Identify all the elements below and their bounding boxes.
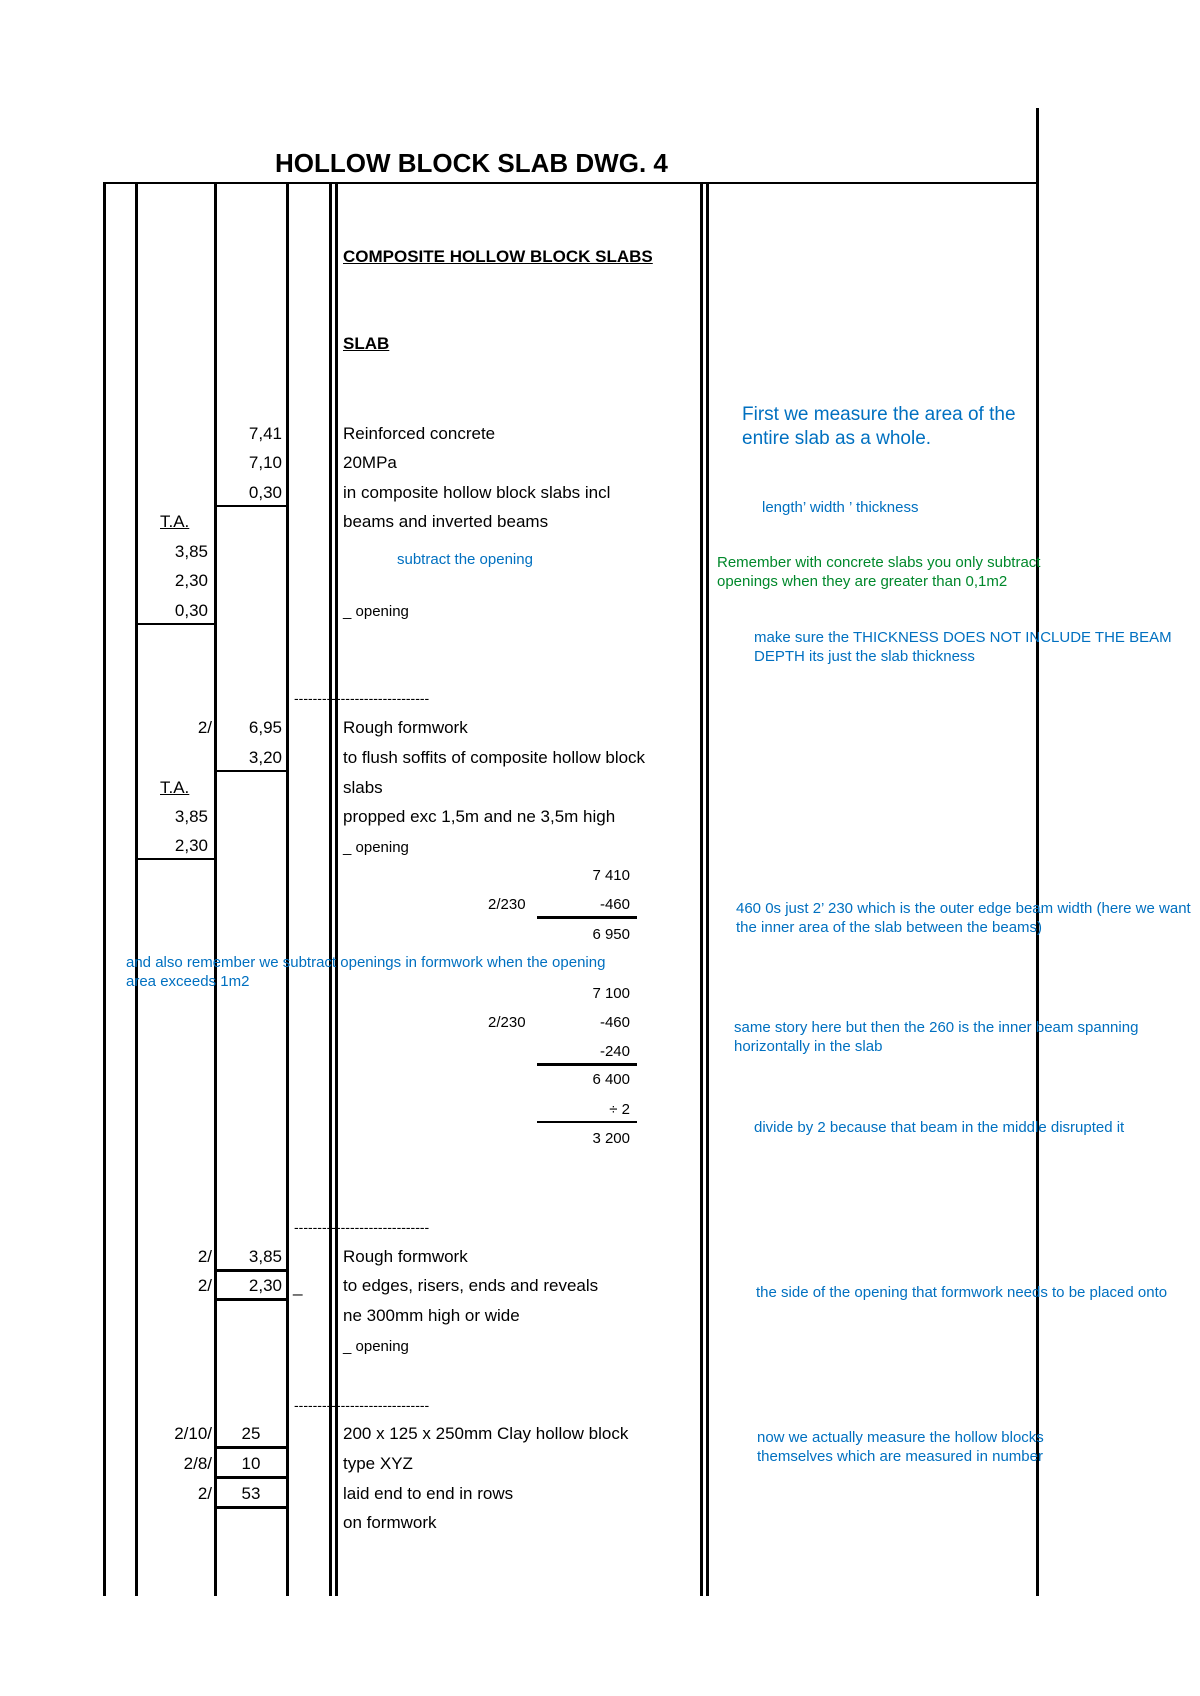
page-title: HOLLOW BLOCK SLAB DWG. 4 — [275, 148, 668, 178]
desc-item2-1: Rough formwork — [343, 718, 468, 737]
timesing-item1-ta: T.A. — [160, 512, 190, 531]
dim-rule — [135, 858, 215, 860]
desc-item3-3: ne 300mm high or wide — [343, 1306, 520, 1325]
dim-rule — [214, 1298, 288, 1301]
timesing-item2-1: 2/ — [197, 718, 212, 737]
annotation-inner-beam: same story here but then the 260 is the inner beam spanning horizontally in the slab — [734, 1019, 1139, 1055]
column-line-desc-2 — [335, 182, 338, 1596]
timesing-item4-1: 2/10/ — [174, 1424, 212, 1443]
dim-item2-2: 3,20 — [248, 748, 282, 767]
column-line-timesing — [135, 182, 138, 1596]
desc-item4-4: on formwork — [343, 1513, 437, 1532]
column-line-notes-2 — [706, 182, 709, 1596]
annotation-length-width: length’ width ’ thickness — [762, 499, 919, 516]
dim-rule — [214, 1446, 288, 1449]
dim-item3-2: 2,30 — [248, 1276, 282, 1295]
dim-item3-1: 3,85 — [248, 1247, 282, 1266]
waste2-c: -240 — [599, 1043, 630, 1060]
timesing-item4-2: 2/8/ — [183, 1454, 212, 1473]
dim-item4-1: 25 — [241, 1424, 261, 1443]
waste-rule — [537, 1063, 637, 1066]
separator-1: ----------------------------- — [294, 690, 430, 706]
desc-item1-3: in composite hollow block slabs incl — [343, 483, 611, 502]
annotation-divide: divide by 2 because that beam in the middle disrupted it — [754, 1119, 1125, 1136]
timesing-item3-2: 2/ — [197, 1276, 212, 1295]
annotation-formwork-openings: and also remember we subtract openings in formwork when the opening area exceeds 1m2 — [126, 954, 606, 990]
dim-item1-3: 0,30 — [248, 483, 282, 502]
desc-item1-2: 20MPa — [343, 453, 397, 472]
annotation-openings-rule: Remember with concrete slabs you only subtract openings when they are greater than 0,1m2 — [717, 554, 1041, 590]
dim-rule — [214, 1506, 288, 1509]
deduct-item3: _ opening — [343, 1338, 409, 1355]
column-line-notes-1 — [700, 182, 703, 1596]
timesing-item4-3: 2/ — [197, 1484, 212, 1503]
timesing-item2-ta: T.A. — [160, 778, 190, 797]
desc-item2-3: slabs — [343, 778, 383, 797]
deduct-item2: _ opening — [343, 839, 409, 856]
mark-item3: _ — [293, 1277, 303, 1296]
annotation-opening-side: the side of the opening that formwork needs to be placed onto — [756, 1284, 1168, 1301]
desc-item1-4: beams and inverted beams — [343, 512, 549, 531]
section-heading: COMPOSITE HOLLOW BLOCK SLABS — [343, 247, 653, 266]
annotation-thickness: make sure the THICKNESS DOES NOT INCLUDE THE BEAM DEPTH its just the slab thickness — [754, 629, 1172, 665]
desc-item4-1: 200 x 125 x 250mm Clay hollow block — [343, 1424, 629, 1443]
waste-rule — [537, 916, 637, 919]
column-line-squaring — [286, 182, 289, 1596]
timesing-item3-1: 2/ — [197, 1247, 212, 1266]
section-subheading: SLAB — [343, 334, 390, 353]
annotation-hollow-blocks: now we actually measure the hollow blocks themselves which are measured in number — [757, 1429, 1044, 1465]
waste1-result: 6 950 — [592, 926, 630, 943]
column-line-desc-1 — [329, 182, 332, 1596]
dim-item1-1: 7,41 — [248, 424, 282, 443]
dim-rule — [135, 623, 215, 625]
column-line-outer-left — [103, 182, 106, 1596]
waste1-b: -460 — [599, 896, 630, 913]
waste1-a: 7 410 — [592, 867, 630, 884]
separator-3: ----------------------------- — [294, 1397, 430, 1413]
title-rule — [103, 182, 1039, 184]
waste1-label: 2/230 — [488, 896, 526, 913]
column-line-dimension — [214, 182, 217, 1596]
dim-item2-4: 3,85 — [174, 807, 208, 826]
waste2-div: ÷ 2 — [609, 1101, 630, 1118]
dim-item2-1: 6,95 — [248, 718, 282, 737]
desc-item2-4: propped exc 1,5m and ne 3,5m high — [343, 807, 616, 826]
dim-rule — [214, 505, 288, 507]
dim-rule — [214, 770, 288, 772]
desc-item1-1: Reinforced concrete — [343, 424, 496, 443]
waste2-a: 7 100 — [592, 985, 630, 1002]
dim-rule — [214, 1269, 288, 1272]
dim-item1-7: 0,30 — [174, 601, 208, 620]
dim-item1-6: 2,30 — [174, 571, 208, 590]
waste2-label: 2/230 — [488, 1014, 526, 1031]
dim-item4-2: 10 — [241, 1454, 261, 1473]
dim-item1-2: 7,10 — [248, 453, 282, 472]
dim-item1-5: 3,85 — [174, 542, 208, 561]
deduct-item1: _ opening — [343, 603, 409, 620]
desc-item3-1: Rough formwork — [343, 1247, 468, 1266]
desc-item3-2: to edges, risers, ends and reveals — [343, 1276, 599, 1295]
waste2-final: 3 200 — [592, 1130, 630, 1147]
annotation-outer-beam: 460 0s just 2’ 230 which is the outer edge beam width (here we want the inner area of the slab between the beams) — [736, 900, 1191, 936]
dim-item2-5: 2,30 — [174, 836, 208, 855]
dim-rule — [214, 1476, 288, 1479]
separator-2: ----------------------------- — [294, 1219, 430, 1235]
column-line-outer-right — [1036, 108, 1039, 1596]
waste2-b: -460 — [599, 1014, 630, 1031]
annotation-measure-area: First we measure the area of the entire slab as a whole. — [742, 404, 1016, 449]
desc-item4-3: laid end to end in rows — [343, 1484, 514, 1503]
note-subtract-opening: subtract the opening — [397, 551, 533, 568]
dim-item4-3: 53 — [241, 1484, 261, 1503]
desc-item2-2: to flush soffits of composite hollow block — [343, 748, 646, 767]
waste-rule — [537, 1121, 637, 1123]
waste2-result: 6 400 — [592, 1071, 630, 1088]
desc-item4-2: type XYZ — [343, 1454, 413, 1473]
